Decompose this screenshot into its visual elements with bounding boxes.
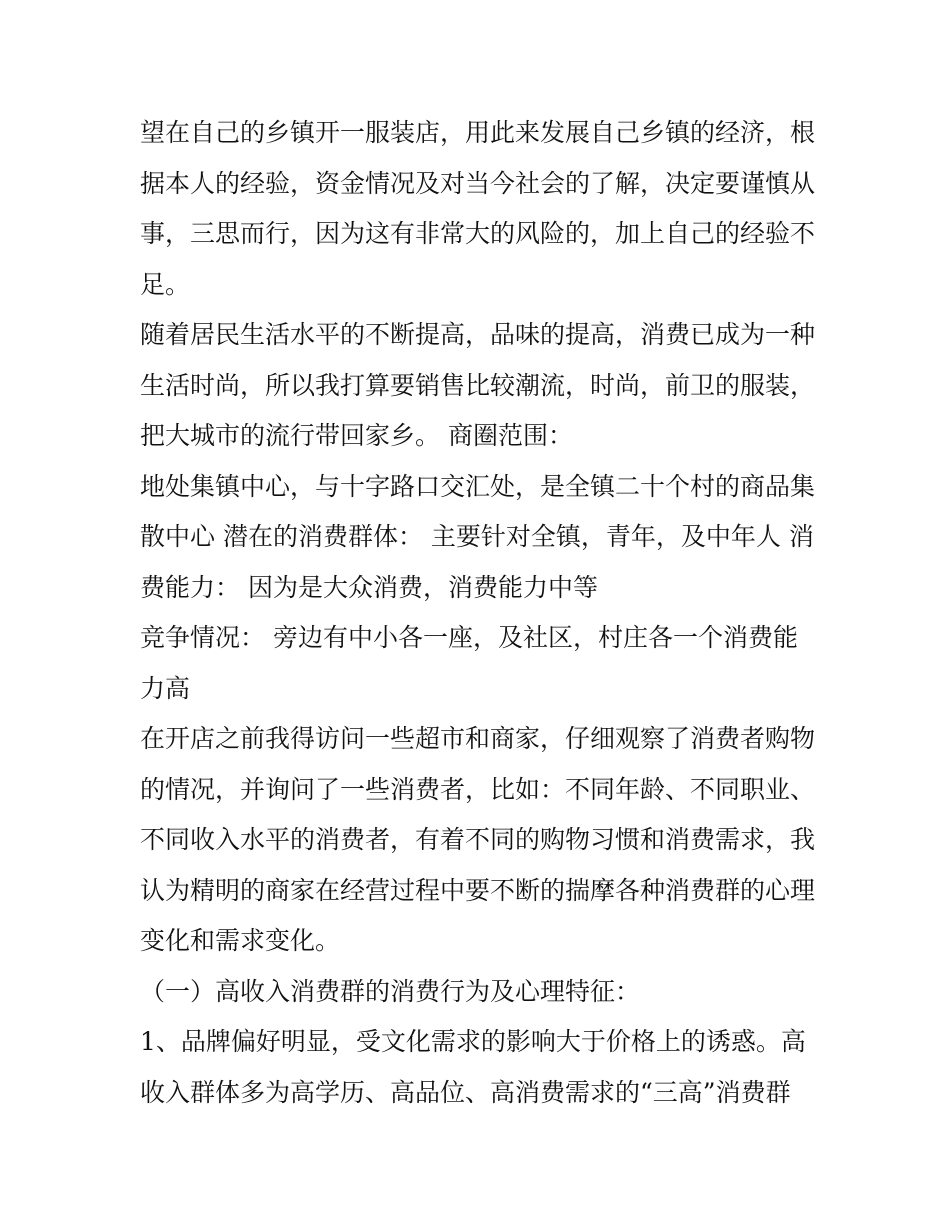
text-line: 散中心 潜在的消费群体： 主要针对全镇，青年，及中年人 消 (140, 522, 814, 551)
text-line: 费能力： 因为是大众消费，消费能力中等 (140, 572, 598, 602)
document-body (140, 108, 830, 1118)
text-line: 生活时尚，所以我打算要销售比较潮流，时尚，前卫的服装， (140, 370, 816, 400)
text-line: 的情况，并询问了一些消费者，比如：不同年龄、不同职业、 (140, 774, 816, 804)
text-line: 不同收入水平的消费者，有着不同的购物习惯和消费需求，我 (140, 825, 816, 854)
text-line: 地处集镇中心，与十字路口交汇处，是全镇二十个村的商品集 (140, 471, 816, 501)
text-line: 在开店之前我得访问一些超市和商家，仔细观察了消费者购物 (140, 724, 816, 753)
text-line: 力高 (140, 673, 191, 703)
text-line: 1、品牌偏好明显，受文化需求的影响大于价格上的诱惑。高 (140, 1027, 806, 1056)
text-line: 据本人的经验，资金情况及对当今社会的了解，决定要谨慎从 (140, 168, 816, 198)
text-line: （一）高收入消费群的消费行为及心理特征： (140, 976, 641, 1006)
text-line: 变化和需求变化。 (140, 926, 341, 955)
text-line: 事，三思而行，因为这有非常大的风险的，加上自己的经验不 (140, 219, 816, 248)
text-line: 随着居民生活水平的不断提高，品味的提高，消费已成为一种 (140, 320, 816, 349)
text-line: 竞争情况： 旁边有中小各一座，及社区，村庄各一个消费能 (140, 623, 798, 652)
text-line: 把大城市的流行带回家乡。 商圈范围： (140, 421, 573, 450)
text-line: 望在自己的乡镇开一服装店，用此来发展自己乡镇的经济，根 (140, 118, 816, 147)
text-line: 认为精明的商家在经营过程中要不断的揣摩各种消费群的心理 (140, 875, 816, 905)
text-line: 收入群体多为高学历、高品位、高消费需求的“三高”消费群 (140, 1077, 791, 1107)
text-line: 足。 (140, 269, 191, 299)
